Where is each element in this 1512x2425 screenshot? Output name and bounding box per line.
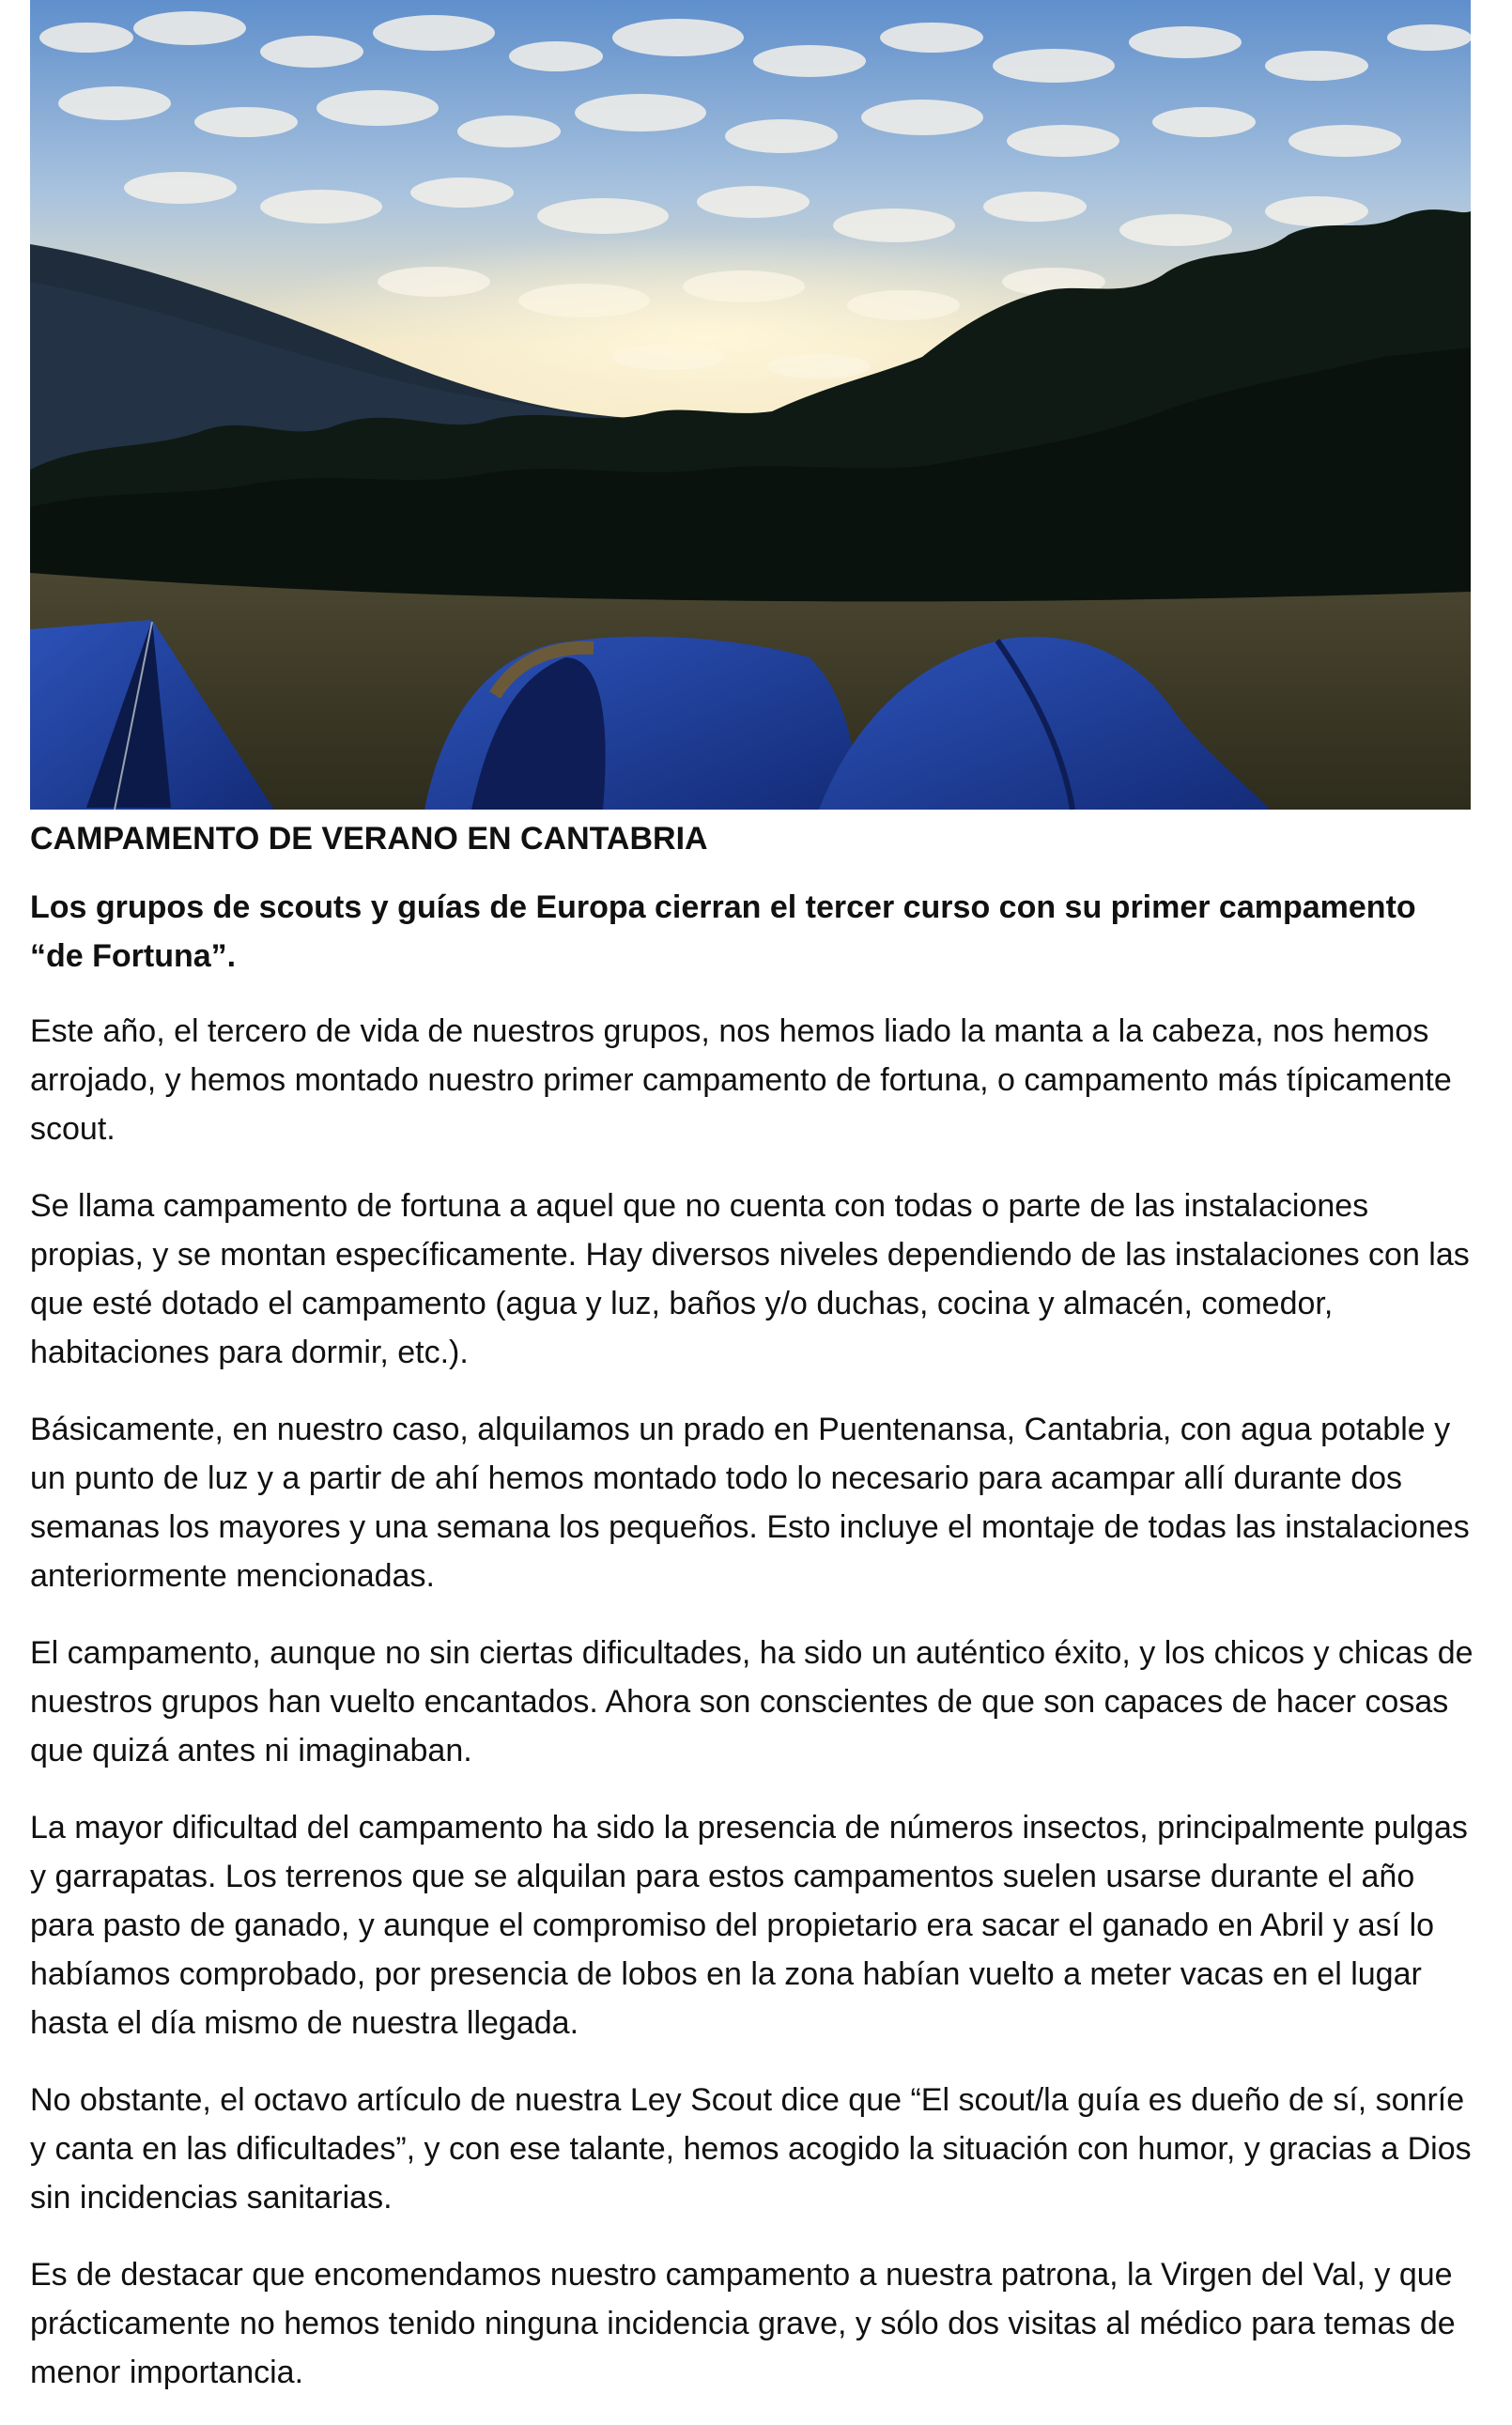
article-paragraph: Se llama campamento de fortuna a aquel que no cuenta con todas o parte de las instalaciones propias, y se montan específicamente. Hay diversos niveles dependiendo de las instalaciones con las que esté dotado el campamento (agua y luz, baños y/o duchas, cocina y almacén, comedor, habitaciones para dormir, etc.).: [30, 1188, 1470, 1370]
article-paragraph: La mayor dificultad del campamento ha sido la presencia de números insectos, principalmente pulgas y garrapatas. Los terrenos que se alquilan para estos campamentos suelen usarse durante el año para pasto de ganado, y aunque el compromiso del propietario era sacar el ganado en Abril y así lo habíamos comprobado, por presencia de lobos en la zona habían vuelto a meter vacas en el lugar hasta el día mismo de nuestra llegada.: [30, 1810, 1468, 2041]
article-title: CAMPAMENTO DE VERANO EN CANTABRIA: [30, 821, 708, 857]
campsite-photo: [30, 0, 1471, 810]
article-lead: Los grupos de scouts y guías de Europa cierran el tercer curso con su primer campamento “de Fortuna”.: [30, 889, 1416, 974]
article-paragraph: Es de destacar que encomendamos nuestro campamento a nuestra patrona, la Virgen del Val, y que prácticamente no hemos tenido ninguna incidencia grave, y sólo dos visitas al médico para temas de menor importancia.: [30, 2257, 1456, 2390]
article-paragraph: No obstante, el octavo artículo de nuestra Ley Scout dice que “El scout/la guía es dueño de sí, sonríe y canta en las dificultades”, y con ese talante, hemos acogido la situación con humor, y gracias a Dios sin incidencias sanitarias.: [30, 2082, 1472, 2216]
article-paragraph: El campamento, aunque no sin ciertas dificultades, ha sido un auténtico éxito, y los chicos y chicas de nuestros grupos han vuelto encantados. Ahora son conscientes de que son capaces de hacer cosas que quizá antes ni imaginaban.: [30, 1635, 1473, 1769]
article-paragraph: Básicamente, en nuestro caso, alquilamos un prado en Puentenansa, Cantabria, con agua potable y un punto de luz y a partir de ahí hemos montado todo lo necesario para acampar allí durante dos semanas los mayores y una semana los pequeños. Esto incluye el montaje de todas las instalaciones anteriormente mencionadas.: [30, 1412, 1470, 1594]
article-paragraph: Este año, el tercero de vida de nuestros grupos, nos hemos liado la manta a la cabeza, nos hemos arrojado, y hemos montado nuestro primer campamento de fortuna, o campamento más típicamente scout.: [30, 1013, 1452, 1147]
article: [30, 815, 1476, 2425]
